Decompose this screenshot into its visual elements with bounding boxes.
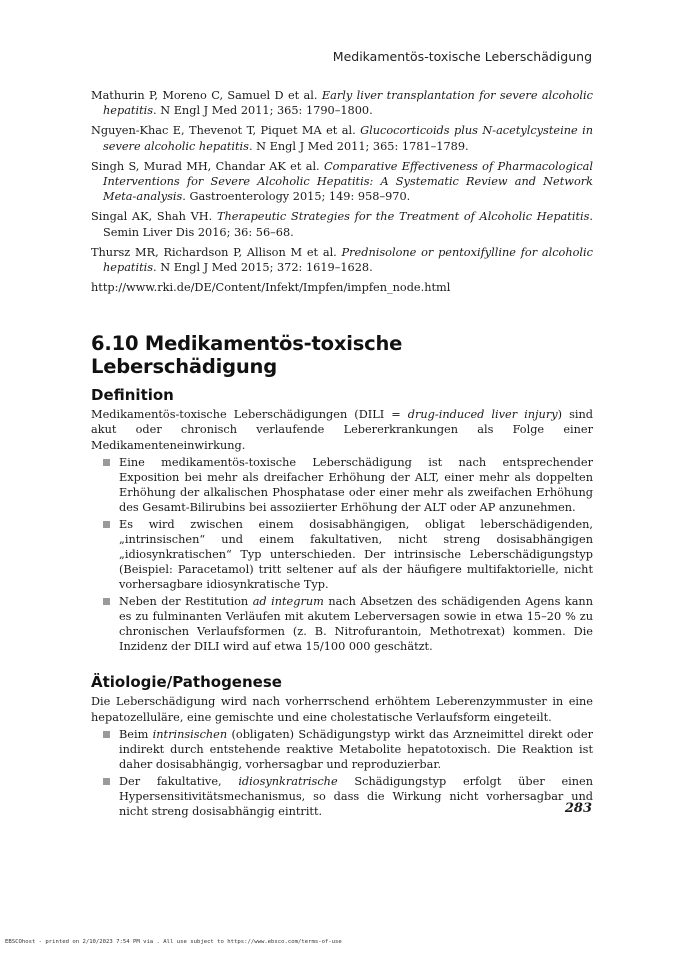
reference-item [91,245,593,275]
reference-title: Comparative Effectiveness of Pharmacological Interventions for Severe Alcoholic Hepatitis: A Systematic Review and Network Meta-analysis [103,159,593,204]
page-number: 283 [564,801,592,816]
reference-url[interactable]: http://www.rki.de/DE/Content/Infekt/Impfen/impfen_node.html [91,281,451,295]
text-segment: Der fakultative, [119,774,239,788]
reference-title: Prednisolone or pentoxifylline for alcoholic hepatitis [103,245,593,275]
reference-item [91,209,593,239]
text-segment: Neben der Restitution [119,594,253,608]
reference-authors: Thursz MR, Richardson P, Allison M et al. [91,245,342,259]
aetiology-heading: Ätiologie/Pathogenese [91,673,282,692]
text-segment: Medikamentös-toxische Leberschädigungen (DILI = [91,408,408,422]
running-head: Medikamentös-toxische Leberschädigung [332,49,592,64]
section-title: 6.10 Medikamentös-toxische Leberschädigung [91,332,403,379]
square-bullet-icon [103,459,110,466]
reference-title: Therapeutic Strategies for the Treatment of Alcoholic Hepatitis [216,210,590,224]
reference-list [91,88,593,295]
reference-authors: Mathurin P, Moreno C, Samuel D et al. [91,89,322,102]
reference-item [91,88,593,118]
emphasis-text: drug-induced liver injury [407,408,558,422]
definition-heading: Definition [91,386,174,405]
print-footer: EBSCOhost - printed on 2/10/2023 7:54 PM via . All use subject to https://www.ebsco.com/terms-of-use [5,939,342,945]
text-segment: nach Absetzen des schädigenden Agens kann es zu fulminanten Verläufen mit akutem Leberversagen sowie in etwa 15–20 % zu chronischen Verlaufsformen (z. B. Nitrofurantoin, Methotrexat) kommen. Die Inzidenz der DILI wird auf etwa 15/100 000 geschätzt. [119,594,593,654]
emphasis-text: intrinsischen [152,727,228,741]
bullet-item [119,594,593,655]
reference-source: . Gastroenterology 2015; 149: 958–970. [182,190,411,204]
reference-title: Glucocorticoids plus N-acetylcysteine in severe alcoholic hepatitis [103,124,593,153]
text-segment: Beim [119,727,153,741]
emphasis-text: ad integrum [252,594,324,608]
bullet-item [119,455,593,516]
bullet-item [119,727,593,773]
reference-source: . N Engl J Med 2011; 365: 1790–1800. [153,104,373,118]
bullet-text: Es wird zwischen einem dosisabhängigen, obligat leberschädigenden, „intrinsischen“ und einem fakultativen, nicht streng dosisabhängigen „idiosynkratischen“ Typ unterschieden. Der intrinsische Leberschädigungstyp (Beispiel: Paracetamol) tritt seltener auf als der häufigere multifaktorielle, nicht vorhersagbare idiosynkratische Typ. [119,517,593,592]
square-bullet-icon [103,521,110,528]
reference-source: . N Engl J Med 2011; 365: 1781–1789. [248,139,469,153]
reference-authors: Nguyen-Khac E, Thevenot T, Piquet MA et al. [91,124,361,138]
square-bullet-icon [103,598,110,605]
reference-item [91,123,593,153]
reference-authors: Singh S, Murad MH, Chandar AK et al. [91,159,324,173]
reference-source: . N Engl J Med 2015; 372: 1619–1628. [153,261,373,275]
aetiology-intro: Die Leberschädigung wird nach vorherrschend erhöhtem Leberenzymmuster in eine hepatozelluläre, eine gemischte und eine cholestatische Verlaufsform eingeteilt. [91,695,593,724]
square-bullet-icon [103,731,110,738]
reference-source: . Semin Liver Dis 2016; 36: 56–68. [103,210,593,239]
text-segment: ) sind akut oder chronisch verlaufende Lebererkrankungen als Folge einer Medikamenteneinwirkung. [91,408,594,452]
text-segment: (obligaten) Schädigungstyp wirkt das Arzneimittel direkt oder indirekt durch entstehende reaktive Metabolite hepatotoxisch. Die Reaktion ist daher dosisabhängig, vorhersagbar und reproduzierbar. [119,727,593,772]
text-segment: Schädigungstyp erfolgt über einen Hypersensitivitätsmechanismus, so dass die Wirkung nicht vorhersagbar und nicht streng dosisabhängig eintritt. [119,774,593,818]
square-bullet-icon [103,778,110,785]
reference-title: Early liver transplantation for severe alcoholic hepatitis [103,89,593,118]
bullet-text: Eine medikamentös-toxische Leberschädigung ist nach entsprechender Exposition bei mehr als dreifacher Erhöhung der ALT, einer mehr als doppelten Erhöhung der alkalischen Phosphatase oder einer mehr als zweifachen Erhöhung des Gesamt-Bilirubins bei assoziierter Erhöhung der ALT oder AP anzunehmen. [119,455,593,515]
definition-intro [91,407,593,453]
reference-item [91,159,593,205]
page-content [91,88,593,820]
definition-bullet-list [91,455,593,655]
bullet-item [119,774,593,820]
emphasis-text: idiosynkratrische [238,774,338,788]
reference-authors: Singal AK, Shah VH. [91,210,217,224]
bullet-item [119,517,593,593]
aetiology-bullet-list [91,727,593,819]
